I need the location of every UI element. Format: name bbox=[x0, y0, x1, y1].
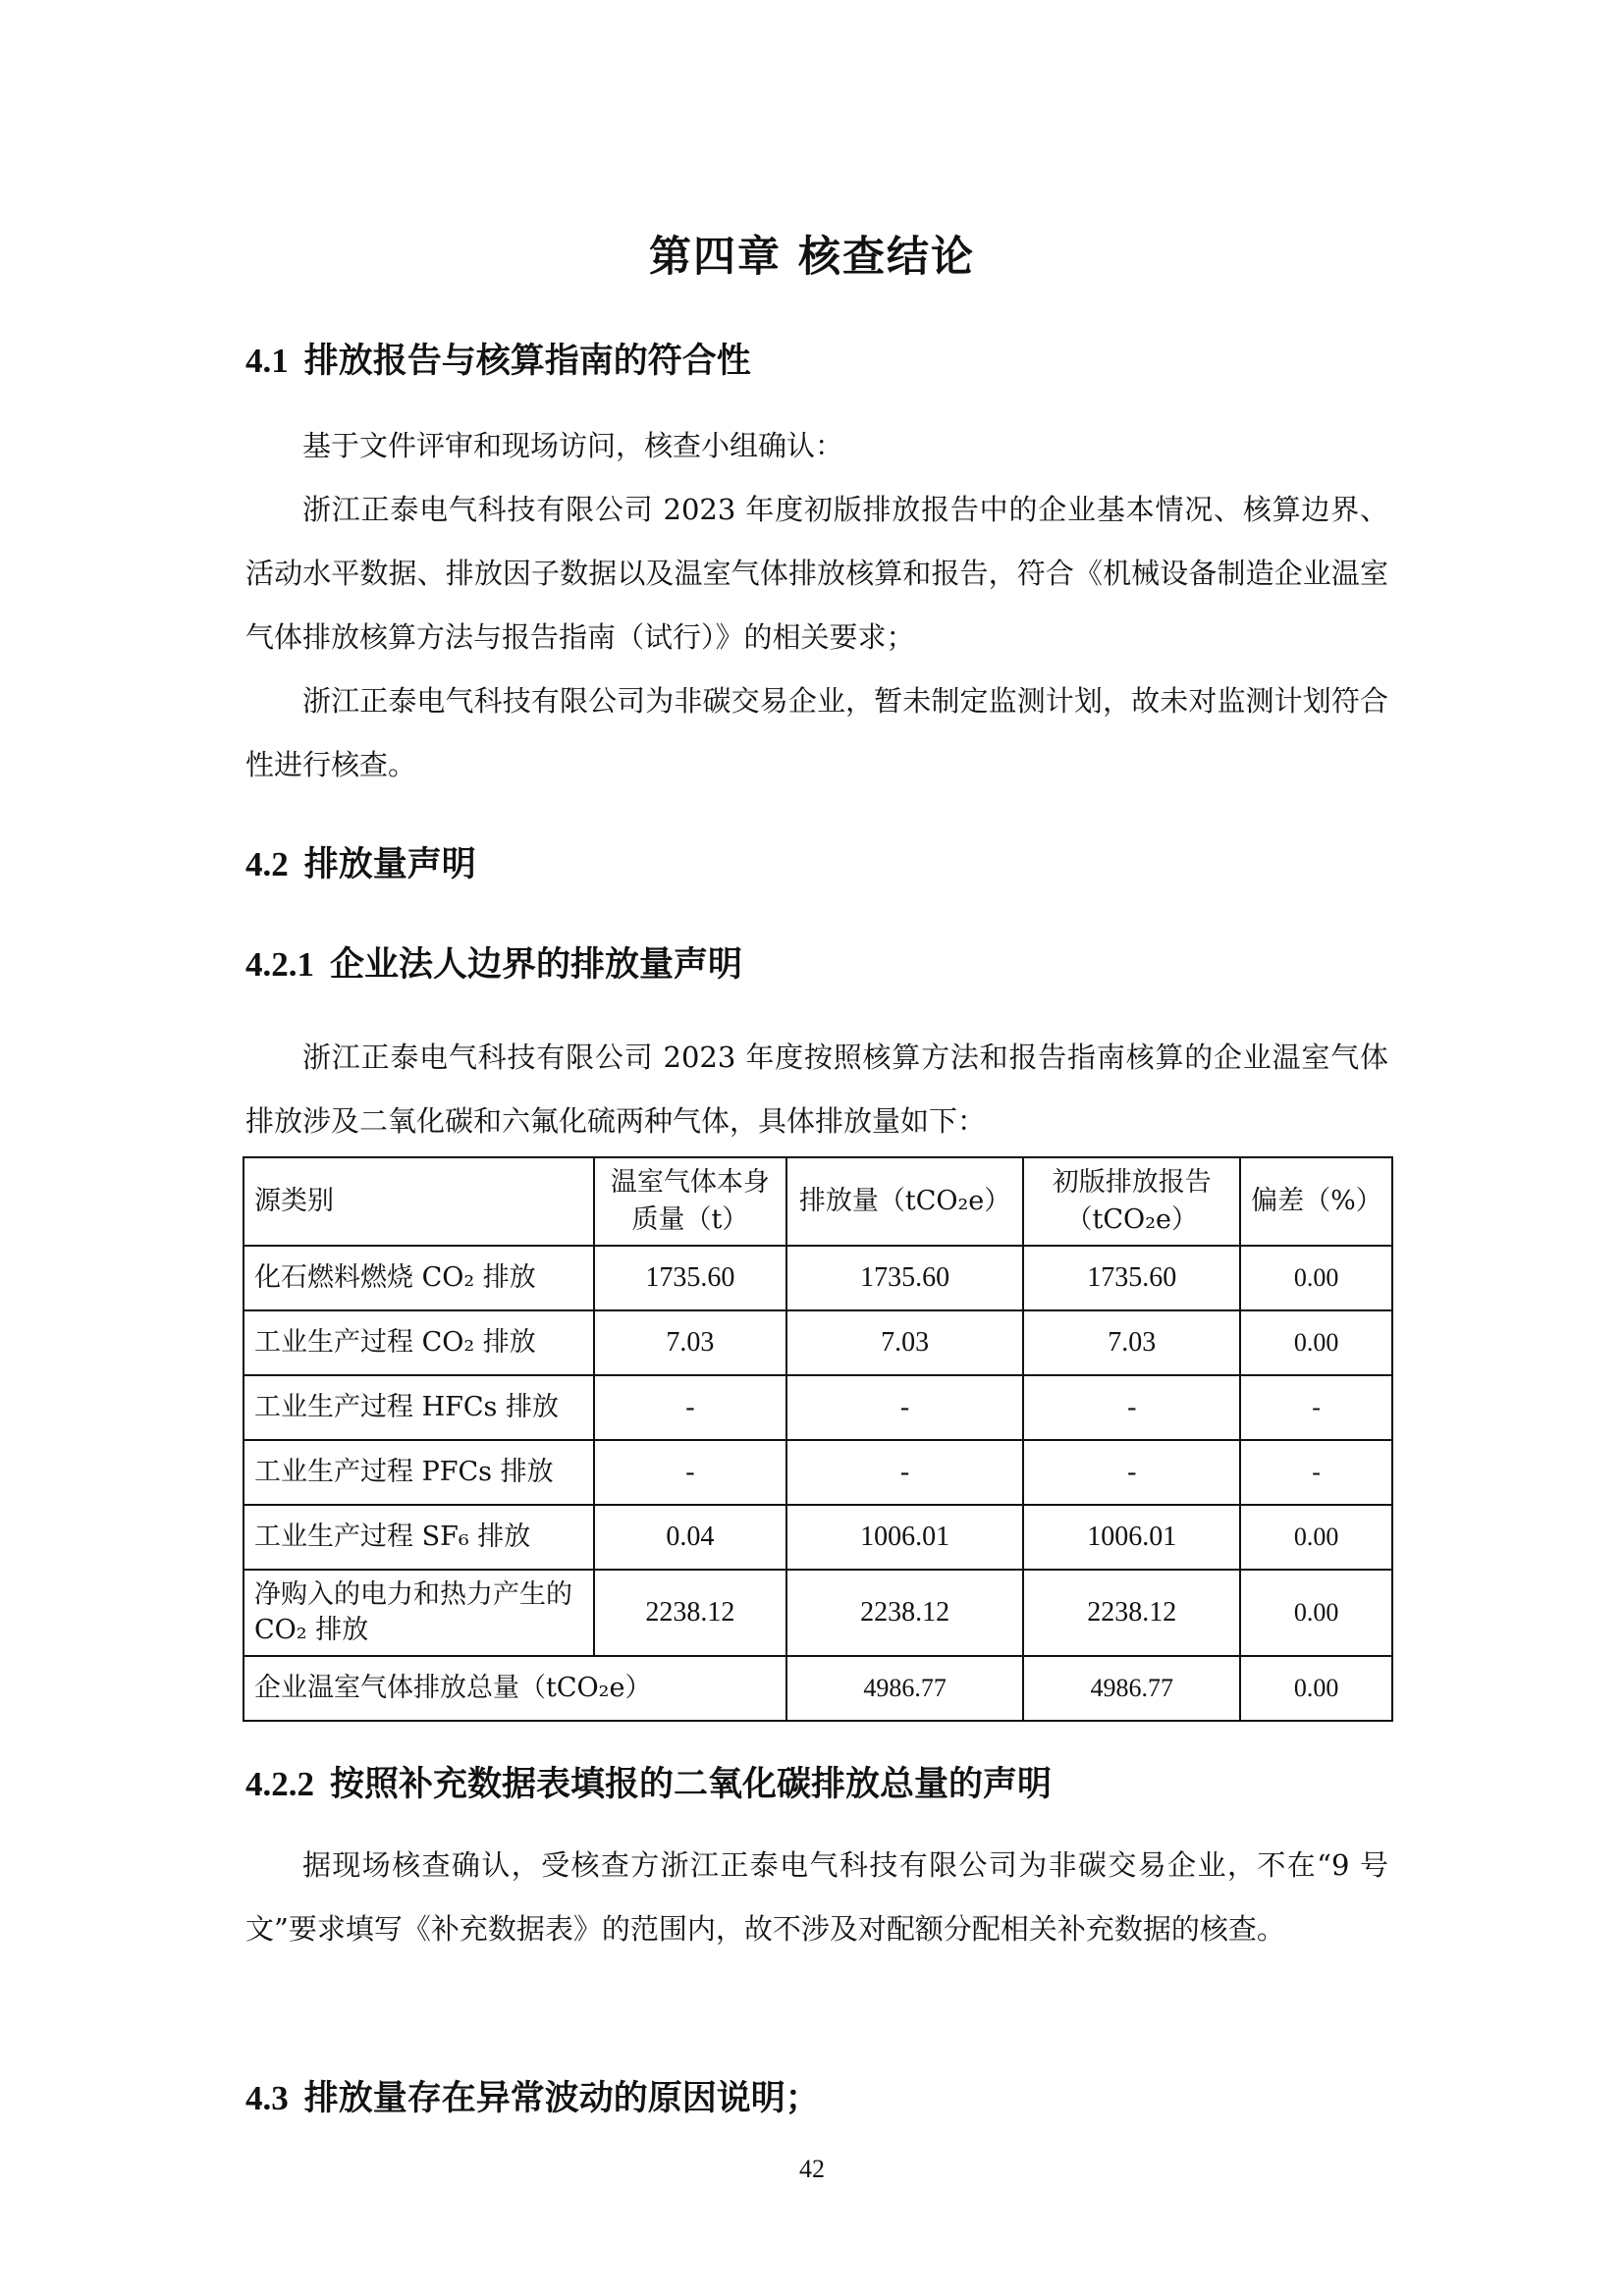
section-4-2-2-heading bbox=[245, 1757, 1052, 1806]
table-row bbox=[244, 1310, 1392, 1375]
source-cell: 工业生产过程 HFCs 排放 bbox=[244, 1375, 594, 1440]
section-number: 4.1 bbox=[245, 342, 289, 380]
paragraph: 据现场核查确认，受核查方浙江正泰电气科技有限公司为非碳交易企业，不在“9 号文”要求填写《补充数据表》的范围内，故不涉及对配额分配相关补充数据的核查。 bbox=[245, 1848, 1388, 1946]
initial-cell: 1006.01 bbox=[1023, 1505, 1240, 1570]
deviation-cell: 0.00 bbox=[1240, 1246, 1392, 1310]
header-source: 源类别 bbox=[244, 1157, 594, 1246]
emission-cell: 1735.60 bbox=[786, 1246, 1024, 1310]
section-number: 4.2 bbox=[245, 845, 289, 883]
header-deviation: 偏差（%） bbox=[1240, 1157, 1392, 1246]
total-label-cell: 企业温室气体排放总量（tCO₂e） bbox=[244, 1656, 786, 1721]
deviation-cell: - bbox=[1240, 1440, 1392, 1505]
source-cell: 净购入的电力和热力产生的 CO₂ 排放 bbox=[244, 1570, 594, 1656]
mass-cell: 0.04 bbox=[594, 1505, 786, 1570]
table-row bbox=[244, 1570, 1392, 1656]
deviation-cell: 0.00 bbox=[1240, 1505, 1392, 1570]
source-cell: 化石燃料燃烧 CO₂ 排放 bbox=[244, 1246, 594, 1310]
section-title: 排放量存在异常波动的原因说明； bbox=[303, 2079, 820, 2118]
section-number: 4.2.1 bbox=[245, 945, 314, 984]
paragraph: 浙江正泰电气科技有限公司为非碳交易企业，暂未制定监测计划，故未对监测计划符合性进行核查。 bbox=[245, 684, 1388, 781]
paragraph: 浙江正泰电气科技有限公司 2023 年度按照核算方法和报告指南核算的企业温室气体排放涉及二氧化碳和六氟化硫两种气体，具体排放量如下： bbox=[245, 1041, 1388, 1138]
section-4-3-heading bbox=[245, 2071, 820, 2120]
mass-cell: - bbox=[594, 1375, 786, 1440]
section-4-1-heading bbox=[245, 334, 751, 383]
initial-cell: 1735.60 bbox=[1023, 1246, 1240, 1310]
table-row bbox=[244, 1246, 1392, 1310]
mass-cell: 7.03 bbox=[594, 1310, 786, 1375]
table-total-row bbox=[244, 1656, 1392, 1721]
deviation-cell: 0.00 bbox=[1240, 1310, 1392, 1375]
table-row bbox=[244, 1440, 1392, 1505]
source-cell: 工业生产过程 CO₂ 排放 bbox=[244, 1310, 594, 1375]
section-title: 按照补充数据表填报的二氧化碳排放总量的声明 bbox=[330, 1765, 1053, 1804]
table-row bbox=[244, 1505, 1392, 1570]
section-4-2-1-heading bbox=[245, 937, 742, 987]
emission-cell: - bbox=[786, 1375, 1024, 1440]
section-title: 企业法人边界的排放量声明 bbox=[330, 945, 743, 985]
emission-cell: - bbox=[786, 1440, 1024, 1505]
header-initial: 初版排放报告（tCO₂e） bbox=[1023, 1157, 1240, 1246]
total-initial-cell: 4986.77 bbox=[1023, 1656, 1240, 1721]
total-emission-cell: 4986.77 bbox=[786, 1656, 1024, 1721]
section-4-2-heading bbox=[245, 837, 476, 886]
initial-cell: 2238.12 bbox=[1023, 1570, 1240, 1656]
table-header-row bbox=[244, 1157, 1392, 1246]
page-number: 42 bbox=[799, 2155, 825, 2183]
source-cell: 工业生产过程 SF₆ 排放 bbox=[244, 1505, 594, 1570]
deviation-cell: 0.00 bbox=[1240, 1570, 1392, 1656]
section-number: 4.3 bbox=[245, 2079, 289, 2117]
mass-cell: - bbox=[594, 1440, 786, 1505]
mass-cell: 1735.60 bbox=[594, 1246, 786, 1310]
initial-cell: 7.03 bbox=[1023, 1310, 1240, 1375]
initial-cell: - bbox=[1023, 1440, 1240, 1505]
mass-cell: 2238.12 bbox=[594, 1570, 786, 1656]
emission-cell: 7.03 bbox=[786, 1310, 1024, 1375]
emission-cell: 2238.12 bbox=[786, 1570, 1024, 1656]
deviation-cell: - bbox=[1240, 1375, 1392, 1440]
emissions-table bbox=[243, 1156, 1393, 1722]
table-row bbox=[244, 1375, 1392, 1440]
chapter-title: 第四章 核查结论 bbox=[649, 233, 975, 282]
header-emission: 排放量（tCO₂e） bbox=[786, 1157, 1024, 1246]
paragraph: 浙江正泰电气科技有限公司 2023 年度初版排放报告中的企业基本情况、核算边界、活动水平数据、排放因子数据以及温室气体排放核算和报告，符合《机械设备制造企业温室气体排放核算方法与报告指南（试行）》的相关要求； bbox=[245, 493, 1388, 654]
emission-cell: 1006.01 bbox=[786, 1505, 1024, 1570]
section-title: 排放量声明 bbox=[303, 845, 476, 884]
section-number: 4.2.2 bbox=[245, 1765, 314, 1803]
header-mass: 温室气体本身质量（t） bbox=[594, 1157, 786, 1246]
initial-cell: - bbox=[1023, 1375, 1240, 1440]
total-deviation-cell: 0.00 bbox=[1240, 1656, 1392, 1721]
paragraph: 基于文件评审和现场访问，核查小组确认： bbox=[302, 429, 844, 462]
source-cell: 工业生产过程 PFCs 排放 bbox=[244, 1440, 594, 1505]
section-title: 排放报告与核算指南的符合性 bbox=[303, 342, 751, 381]
